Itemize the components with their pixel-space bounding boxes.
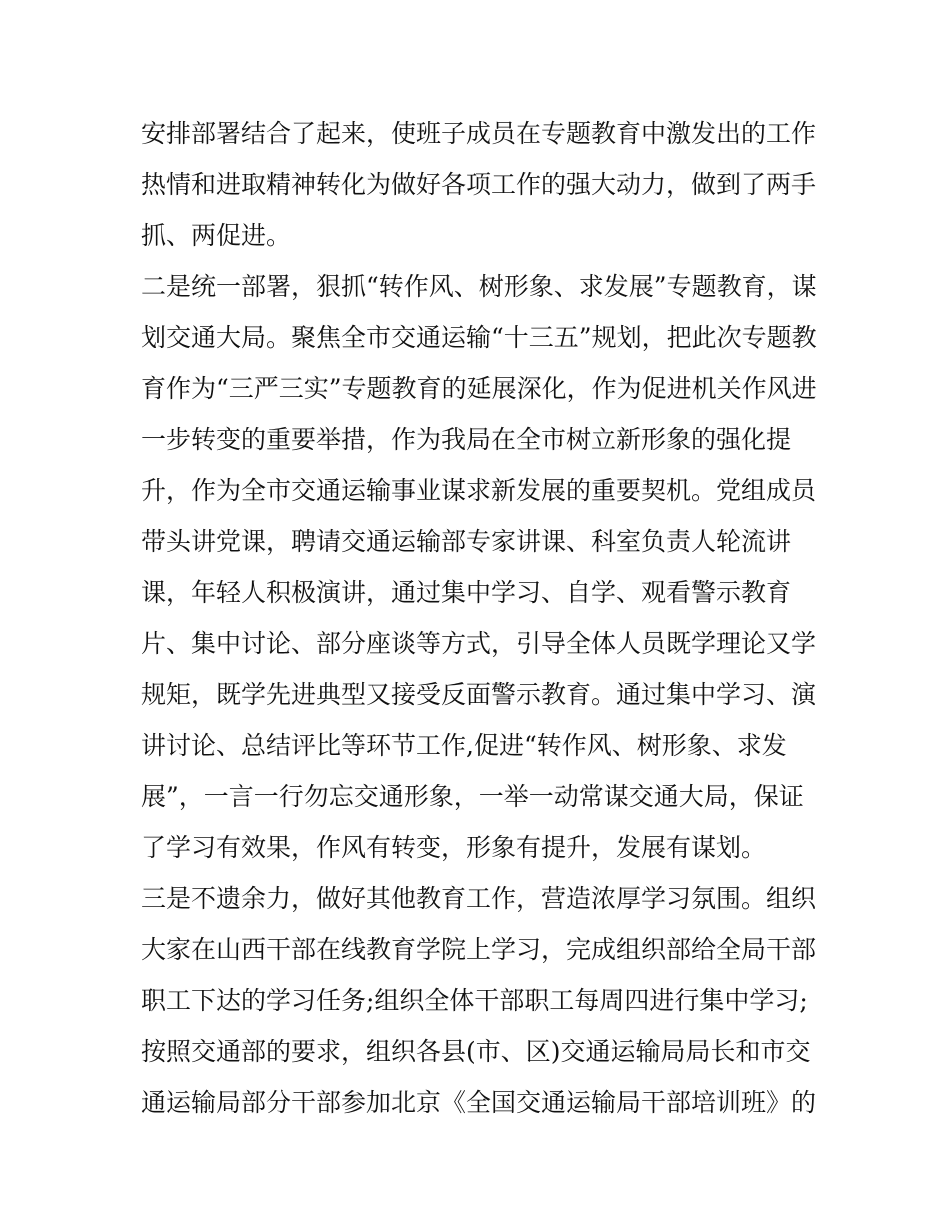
text-line-19: 按照交通部的要求，组织各县(市、区)交通运输局局长和市交 <box>141 1037 811 1066</box>
text-line-7: 一步转变的重要举措，作为我局在全市树立新形象的强化提 <box>141 425 792 454</box>
text-line-16: 三是不遗余力，做好其他教育工作，营造浓厚学习氛围。组织 <box>141 884 817 913</box>
text-line-11: 片、集中讨论、部分座谈等方式，引导全体人员既学理论又学 <box>141 629 817 658</box>
text-line-1: 安排部署结合了起来，使班子成员在专题教育中激发出的工作 <box>141 119 817 148</box>
text-line-4: 二是统一部署，狠抓“转作风、树形象、求发展”专题教育，谋 <box>141 272 817 301</box>
text-line-6: 育作为“三严三实”专题教育的延展深化，作为促进机关作风进 <box>141 374 817 403</box>
text-line-3: 抓、两促进。 <box>141 221 292 250</box>
text-line-5: 划交通大局。聚焦全市交通运输“十三五”规划，把此次专题教 <box>141 323 817 352</box>
text-line-15: 了学习有效果，作风有转变，形象有提升，发展有谋划。 <box>141 833 767 862</box>
text-line-17: 大家在山西干部在线教育学院上学习，完成组织部给全局干部 <box>141 935 817 964</box>
text-line-20: 通运输局部分干部参加北京《全国交通运输局干部培训班》的 <box>141 1088 817 1117</box>
text-line-9: 带头讲党课，聘请交通运输部专家讲课、科室负责人轮流讲 <box>141 527 792 556</box>
text-line-10: 课，年轻人积极演讲，通过集中学习、自学、观看警示教育 <box>141 578 792 607</box>
text-line-14: 展”，一言一行勿忘交通形象，一举一动常谋交通大局，保证 <box>141 782 804 811</box>
text-line-18: 职工下达的学习任务;组织全体干部职工每周四进行集中学习; <box>141 986 808 1015</box>
text-line-12: 规矩，既学先进典型又接受反面警示教育。通过集中学习、演 <box>141 680 817 709</box>
text-line-13: 讲讨论、总结评比等环节工作,促进“转作风、树形象、求发 <box>141 731 787 760</box>
text-line-2: 热情和进取精神转化为做好各项工作的强大动力，做到了两手 <box>141 170 817 199</box>
text-line-8: 升，作为全市交通运输事业谋求新发展的重要契机。党组成员 <box>141 476 817 505</box>
body-text <box>141 108 821 1128</box>
